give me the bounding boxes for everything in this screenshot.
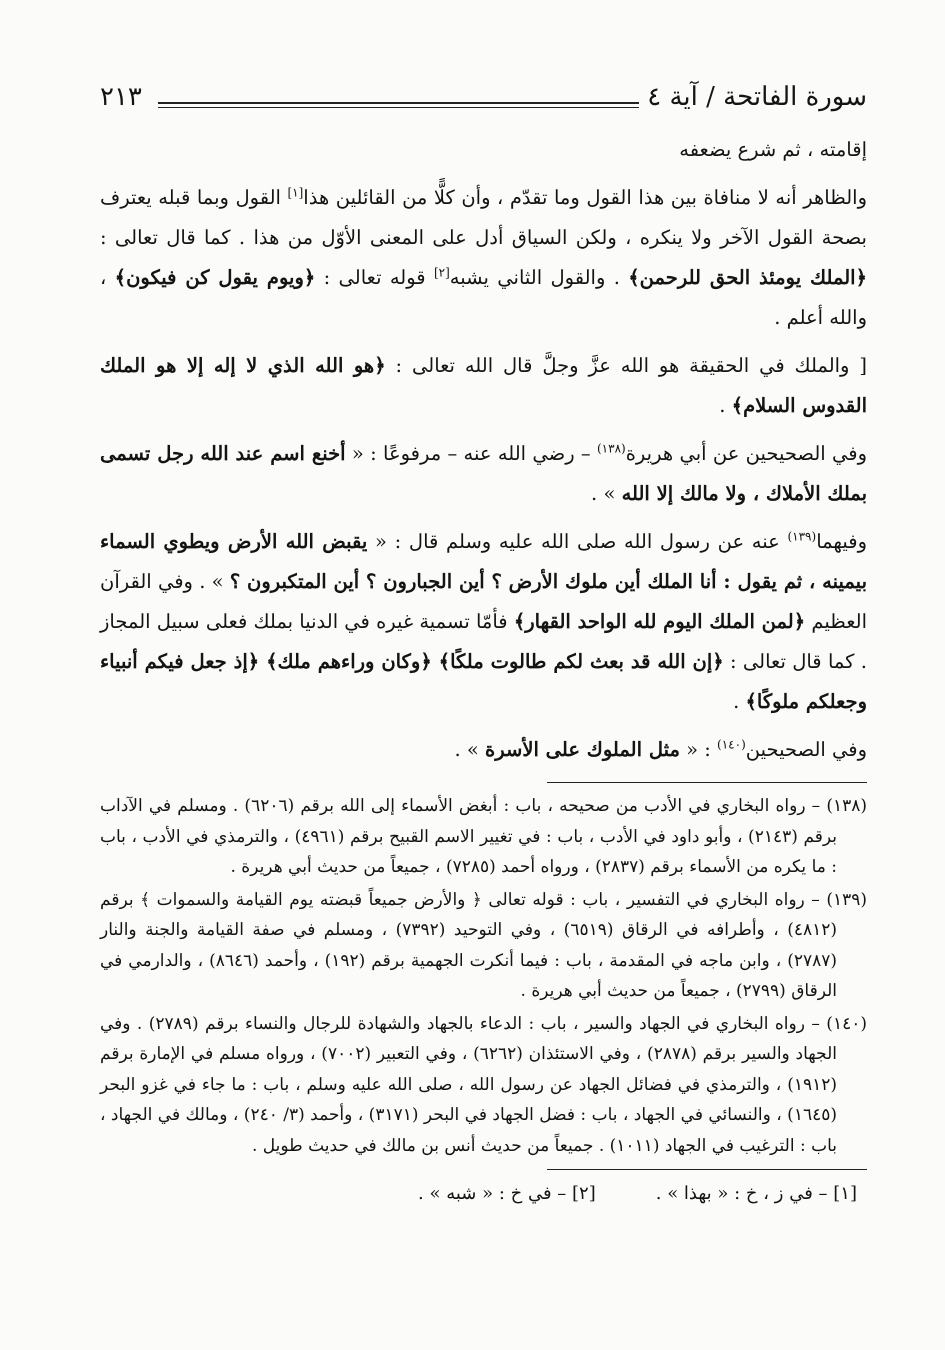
- paragraph-4-text-a: وفي الصحيحين عن أبي هريرة: [625, 442, 867, 465]
- paragraph-6-text-e: » .: [454, 738, 486, 761]
- footnote-ref-139[interactable]: (١٣٩): [787, 529, 817, 544]
- paragraph-2-text-e: ، والله أعلم .: [100, 266, 867, 329]
- paragraph-2-text-c: . والقول الثاني يشبه: [449, 266, 629, 289]
- paragraph-5: [100, 522, 867, 722]
- hadith-quote-1: أخنع اسم عند الله رجل تسمى بملك الأملاك ، ولا مالك إلا الله: [100, 442, 867, 505]
- footnote-ref-138[interactable]: (١٣٨): [596, 441, 626, 456]
- footnotes: [100, 791, 867, 1161]
- quran-quote-5: ﴿إن الله قد بعث لكم طالوت ملكًا﴾ ﴿وكان وراءهم ملك﴾ ﴿إذ جعل فيكم أنبياء وجعلكم ملوكًا﴾: [100, 650, 867, 713]
- paragraph-5-text-e: .: [733, 690, 746, 713]
- header-rule: [158, 102, 639, 104]
- paragraph-3: [100, 346, 867, 426]
- quran-quote-4: ﴿لمن الملك اليوم لله الواحد القهار﴾: [513, 610, 806, 633]
- paragraph-6-text-a: وفي الصحيحين: [745, 738, 867, 761]
- paragraph-4: [100, 434, 867, 514]
- paragraph-4-text-b: – رضي الله عنه – مرفوعًا : «: [345, 442, 597, 465]
- editor-note-1: [١] – في ز ، خ : « بهذا » .: [655, 1183, 857, 1204]
- paragraph-2: [100, 178, 867, 338]
- paragraph-4-text-e: » .: [591, 482, 622, 505]
- page-number: ٢١٣: [100, 82, 142, 112]
- paragraph-3-text-a: [ والملك في الحقيقة هو الله عزَّ وجلَّ قال الله تعالى :: [385, 354, 867, 377]
- paragraph-6-text-b: : «: [679, 738, 718, 761]
- footnote-139: (١٣٩) – رواه البخاري في التفسير ، باب : قوله تعالى ﴿ والأرض جميعاً قبضته يوم القيامة والسموات ﴾ برقم (٤٨١٢) ، وأطرافه في الرقاق (٦٥١٩) ، وفي التوحيد (٧٣٩٢) ، ومسلم في صفة القيامة والجنة والنار (٢٧٨٧) ، وابن ماجه في المقدمة ، باب : فيما أنكرت الجهمية برقم (١٩٢) ، وأحمد (٨٦٤٦) ، والدارمي في الرقاق (٢٧٩٩) ، جميعاً من حديث أبي هريرة .: [100, 889, 867, 1001]
- paragraph-5-text-c: » . وفي القرآن العظيم: [100, 570, 867, 633]
- paragraph-5-text-d: فأمّا تسمية غيره في الدنيا بملك فعلى سبيل المجاز . كما قال تعالى :: [99, 610, 867, 673]
- footnote-140: (١٤٠) – رواه البخاري في الجهاد والسير ، باب : الدعاء بالجهاد والشهادة للرجال والنساء برقم (٢٧٨٩) . وفي الجهاد والسير برقم (٢٨٧٨) ، وفي الاستئذان (٦٢٦٢) ، وفي التعبير (٧٠٠٢) ، ورواه مسلم في الإمارة برقم (١٩١٢) ، والترمذي في فضائل الجهاد عن رسول الله ، صلى الله عليه وسلم ، باب : ما جاء في غزو البحر (١٦٤٥) ، والنسائي في الجهاد ، باب : فضل الجهاد في البحر (٣١٧١) ، وأحمد (٣/ ٢٤٠) ، ومالك في الجهاد ، باب : الترغيب في الجهاد (١٠١١) . جميعاً من حديث أنس بن مالك في حديث طويل .: [100, 1013, 867, 1156]
- footnote-ref-140[interactable]: (١٤٠): [717, 737, 746, 752]
- editor-notes-divider: [547, 1169, 867, 1170]
- editor-notes: [100, 1178, 867, 1210]
- paragraph-2-text-b: القول وبما قبله يعترف بصحة القول الآخر ولا ينكره ، ولكن السياق أدل على المعنى الأوّل من هذا . كما قال تعالى :: [100, 186, 867, 249]
- running-header: [100, 72, 867, 122]
- footnote-138: (١٣٨) – رواه البخاري في الأدب من صحيحه ، باب : أبغض الأسماء إلى الله برقم (٦٢٠٦) . ومسلم في الآداب برقم (٢١٤٣) ، وأبو داود في الأدب ، باب : في تغيير الاسم القبيح برقم (٤٩٦١) ، والترمذي في الأدب ، باب : ما يكره من الأسماء برقم (٢٨٣٧) ، ورواه أحمد (٧٢٨٥) ، جميعاً من حديث أبي هريرة .: [100, 796, 867, 877]
- editor-note-2: [٢] – في خ : « شبه » .: [418, 1183, 596, 1204]
- footnotes-divider: [547, 782, 867, 783]
- quran-quote-2: ﴿ويوم يقول كن فيكون﴾: [114, 266, 316, 289]
- paragraph-2-text-d: قوله تعالى :: [315, 266, 434, 289]
- paragraph-5-text-b: عنه عن رسول الله صلى الله عليه وسلم قال : «: [367, 530, 788, 553]
- page: [100, 72, 867, 1290]
- editor-ref-2[interactable]: [٢]: [433, 265, 450, 280]
- paragraph-3-text-e: .: [719, 394, 732, 417]
- quran-quote-3: ﴿هو الله الذي لا إله إلا هو الملك القدوس السلام﴾: [100, 354, 867, 417]
- editor-ref-1[interactable]: [١]: [287, 185, 304, 200]
- hadith-quote-3: مثل الملوك على الأسرة: [485, 738, 680, 761]
- paragraph-2-text-a: والظاهر أنه لا منافاة بين هذا القول وما تقدّم ، وأن كلًّا من القائلين هذا: [303, 186, 867, 209]
- paragraph-5-text-a: وفيهما: [816, 530, 868, 553]
- hadith-quote-2: يقبض الله الأرض ويطوي السماء بيمينه ، ثم يقول : أنا الملك أين ملوك الأرض ؟ أين الجبارون ؟ أين المتكبرون ؟: [100, 530, 867, 593]
- paragraph-1: إقامته ، ثم شرع يضعفه: [679, 138, 867, 161]
- quran-quote-1: ﴿الملك يومئذ الحق للرحمن﴾: [628, 266, 867, 289]
- paragraph-6: [100, 730, 867, 770]
- surah-title: سورة الفاتحة / آية ٤: [647, 82, 867, 112]
